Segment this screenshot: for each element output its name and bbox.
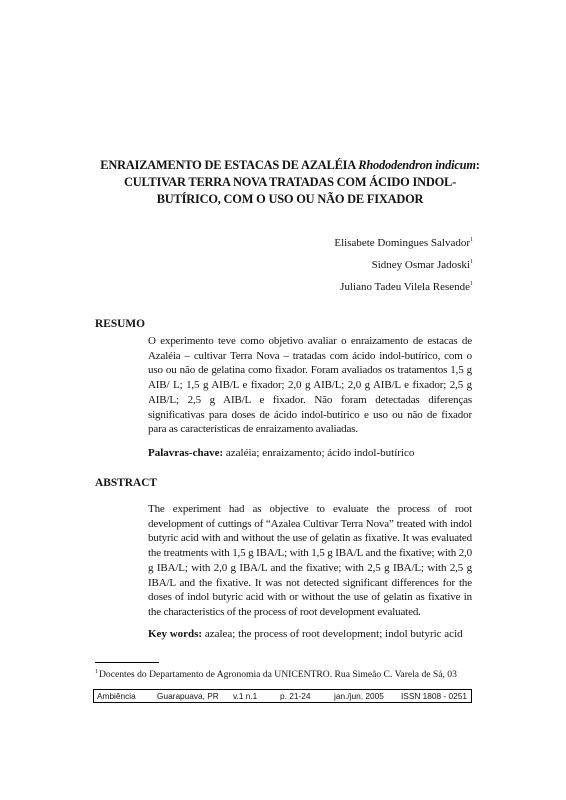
author-1: Elisabete Domingues Salvador$^1$ xyxy=(334,237,473,249)
keywords-label: Key words: xyxy=(148,628,203,640)
footnote: $^1$Docentes do Departamento de Agronomia da UNICENTRO. Rua Simeão C. Varela de Sá, 03 xyxy=(95,669,457,680)
footer-date: jan./jun. 2005 xyxy=(334,691,384,701)
title-line-3: BUTÍRICO, COM O USO OU NÃO DE FIXADOR xyxy=(156,192,424,206)
title-line-2: CULTIVAR TERRA NOVA TRATADAS COM ÁCIDO INDOL- xyxy=(123,175,457,189)
author-2: Sidney Osmar Jadoski$^1$ xyxy=(371,259,473,271)
author-3: Juliano Tadeu Vilela Resende$^1$ xyxy=(340,281,473,293)
keywords-label: Palavras-chave: xyxy=(148,447,224,459)
footer-city: Guarapuava, PR xyxy=(157,691,219,701)
abstract-keywords: Key words: azalea; the process of root development; indol butyric acid xyxy=(148,628,463,640)
resumo-text: O experimento teve como objetivo avaliar o enraizamento de estacas de Azaléia – cultivar Terra Nova – tratadas com ácido indol-butírico, com o uso ou não de gelatina como fixador. Foram avaliados os tratamentos 1,5 g AIB/ L; 1,5 g AIB/L e fixador; 2,0 g AIB/L; 2,0 g AIB/L e fixador; 2,5 g AIB/L; 2,5 g AIB/L e fixador. Não foram detectadas diferenças significativas para doses de ácido indol-butírico e uso ou não de fixador para as características de enraizamento avaliadas. xyxy=(148,335,472,436)
footer-issn: ISSN 1808 - 0251 xyxy=(401,691,467,701)
paper-title xyxy=(60,157,520,208)
author-list xyxy=(334,231,473,297)
footer-volume: v.1 n.1 xyxy=(233,691,258,701)
resumo-heading: RESUMO xyxy=(95,318,145,330)
abstract-text: The experiment had as objective to evaluate the process of root development of cuttings of “Azalea Cultivar Terra Nova” treated with indol butyric acid with and without the use of gelatin as fixative. It was evaluated the treatments with 1,5 g IBA/L; with 1,5 g IBA/L and the fixative; with 2,0 g IBA/L; with 2,0 g IBA/L and the fixative; with 2,5 g IBA/L; with 2,5 g IBA/L and the fixative. It was not detected significant differences for the doses of indol butyric acid with or without the use of gelatin as fixative in the characteristics of the process of root development evaluated. xyxy=(148,503,472,618)
resumo-keywords: Palavras-chave: azaléia; enraizamento; ácido indol-butírico xyxy=(148,447,415,459)
species-name: Rhododendron indicum xyxy=(358,158,476,172)
abstract-heading: ABSTRACT xyxy=(95,477,158,489)
footer-pages: p. 21-24 xyxy=(280,691,311,701)
footnote-rule xyxy=(95,662,159,663)
footer-journal: Ambiência xyxy=(97,691,136,701)
title-line-1: ENRAIZAMENTO DE ESTACAS DE AZALÉIA Rhododendron indicum: xyxy=(100,158,480,172)
journal-footer xyxy=(93,689,472,703)
